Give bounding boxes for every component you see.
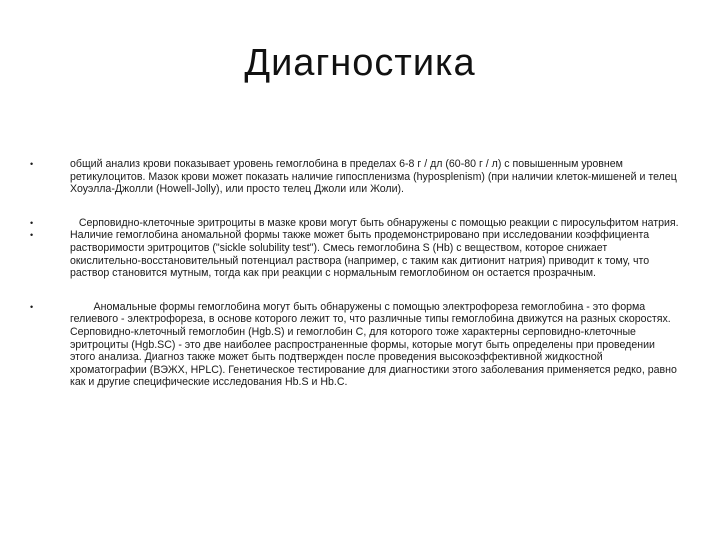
bullet-list: [30, 158, 680, 389]
bullet-icon: •: [30, 159, 34, 169]
list-item-text: Аномальные формы гемоглобина могут быть обнаружены с помощью электрофореза гемоглобина - это форма гелиевого - электрофореза, в основе которого лежит то, что различные типы гемоглобина движутся на разных скоростях. Серповидно-клеточный гемоглобин (Hgb.S) и гемоглобин C, для которого тоже характерны серповидно-клеточные эритроциты (Hgb.SC) - это две наиболее распространенные формы, которые могут быть определены при проведении этого анализа. Диагноз также может быть подтвержден после проведения высокоэффективной жидкостной хроматографии (ВЭЖХ, HPLC). Генетическое тестирование для диагностики этого заболевания применяется редко, равно как и другие специфические исследования Hb.S и Hb.C.: [70, 300, 680, 389]
bullet-icon: •: [30, 230, 34, 241]
list-item: [30, 301, 680, 389]
bullet-icon: •: [30, 217, 34, 228]
list-item-text: Серповидно-клеточные эритроциты в мазке крови могут быть обнаружены с помощью реакции с пиросульфитом натрия.: [70, 216, 679, 229]
list-item: [30, 158, 680, 196]
list-item: [30, 229, 680, 279]
bullet-icon: •: [30, 301, 34, 312]
list-item-text: общий анализ крови показывает уровень гемоглобина в пределах 6-8 г / дл (60-80 г / л) с повышенным уровнем ретикулоцитов. Мазок крови может показать наличие гипоспленизма (hyposplenism) (при наличии клеток-мишеней и телец Хоуэлла-Джолли (Howell-Jolly), или просто телец Джоли или Жоли).: [70, 158, 677, 196]
slide-title: Диагностика: [244, 42, 476, 84]
list-item: [30, 217, 680, 230]
list-item-text: Наличие гемоглобина аномальной формы также может быть продемонстрировано при исследовании коэффициента растворимости эритроцитов ("sickle solubility test"). Смесь гемоглобина S (Hb) с веществом, которое снижает окислительно-восстановительный потенциал раствора (например, с таким как дитионит натрия) приводит к тому, что раствор становится мутным, тогда как при реакции с нормальным гемоглобином он остается прозрачным.: [70, 229, 650, 280]
